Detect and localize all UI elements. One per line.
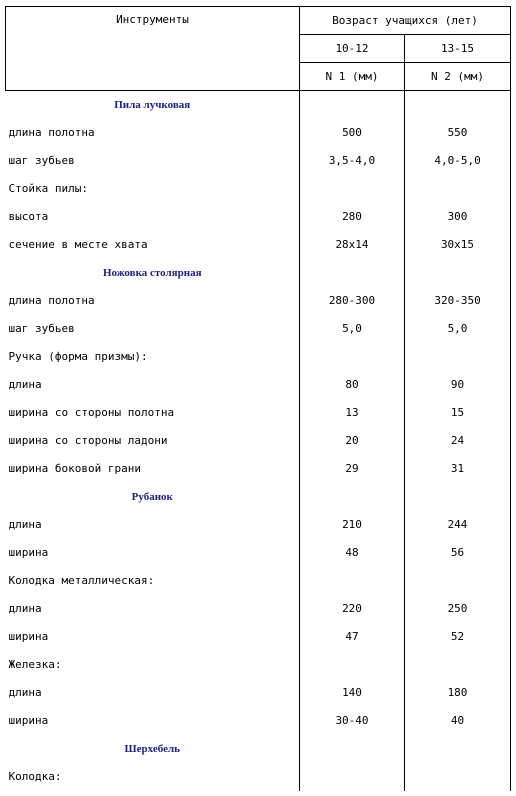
table-row	[6, 707, 511, 735]
value-age-13-15: 250	[405, 595, 511, 623]
row-label: Железка:	[6, 651, 300, 679]
row-label: длина	[6, 511, 300, 539]
section-row	[6, 483, 511, 511]
row-label: Ручка (форма призмы):	[6, 343, 300, 371]
row-label: Колодка металлическая:	[6, 567, 300, 595]
row-label: ширина	[6, 707, 300, 735]
table-row	[6, 763, 511, 791]
value-age-13-15	[405, 763, 511, 791]
value-age-10-12	[300, 259, 405, 287]
table-row	[6, 147, 511, 175]
value-age-10-12: 30-40	[300, 707, 405, 735]
row-label: длина	[6, 371, 300, 399]
header-row-1	[6, 7, 511, 35]
value-age-13-15	[405, 259, 511, 287]
value-age-10-12: 29	[300, 455, 405, 483]
table-row	[6, 511, 511, 539]
value-age-13-15: 30x15	[405, 231, 511, 259]
value-age-10-12: 3,5-4,0	[300, 147, 405, 175]
section-title: Рубанок	[6, 483, 300, 511]
value-age-10-12: 140	[300, 679, 405, 707]
value-age-10-12	[300, 763, 405, 791]
value-age-13-15: 24	[405, 427, 511, 455]
row-label: ширина	[6, 539, 300, 567]
table-row	[6, 427, 511, 455]
value-age-10-12	[300, 483, 405, 511]
value-age-13-15	[405, 651, 511, 679]
table-row	[6, 455, 511, 483]
row-label: ширина боковой грани	[6, 455, 300, 483]
value-age-13-15: 4,0-5,0	[405, 147, 511, 175]
row-label: сечение в месте хвата	[6, 231, 300, 259]
value-age-10-12: 280	[300, 203, 405, 231]
table-row	[6, 203, 511, 231]
value-age-10-12	[300, 91, 405, 119]
value-age-10-12: 280-300	[300, 287, 405, 315]
row-label: шаг зубьев	[6, 315, 300, 343]
section-title: Ножовка столярная	[6, 259, 300, 287]
header-unit-a: N 1 (мм)	[300, 63, 405, 91]
value-age-10-12: 220	[300, 595, 405, 623]
value-age-10-12: 5,0	[300, 315, 405, 343]
header-age-a: 10-12	[300, 35, 405, 63]
table-row	[6, 287, 511, 315]
row-label: длина	[6, 595, 300, 623]
row-label: Стойка пилы:	[6, 175, 300, 203]
value-age-10-12: 80	[300, 371, 405, 399]
row-label: Колодка:	[6, 763, 300, 791]
value-age-10-12: 13	[300, 399, 405, 427]
value-age-10-12: 20	[300, 427, 405, 455]
table-row	[6, 119, 511, 147]
value-age-13-15: 56	[405, 539, 511, 567]
value-age-10-12: 500	[300, 119, 405, 147]
table-row	[6, 315, 511, 343]
section-row	[6, 91, 511, 119]
header-instruments: Инструменты	[6, 7, 300, 91]
value-age-10-12: 28x14	[300, 231, 405, 259]
value-age-10-12	[300, 175, 405, 203]
value-age-13-15: 300	[405, 203, 511, 231]
table-row	[6, 595, 511, 623]
row-label: длина полотна	[6, 119, 300, 147]
table-row	[6, 623, 511, 651]
value-age-13-15: 40	[405, 707, 511, 735]
value-age-10-12	[300, 735, 405, 763]
value-age-13-15: 90	[405, 371, 511, 399]
value-age-13-15: 320-350	[405, 287, 511, 315]
row-label: шаг зубьев	[6, 147, 300, 175]
table-row	[6, 567, 511, 595]
section-title: Шерхебель	[6, 735, 300, 763]
value-age-10-12: 47	[300, 623, 405, 651]
value-age-13-15: 15	[405, 399, 511, 427]
header-age-b: 13-15	[405, 35, 511, 63]
table-row	[6, 343, 511, 371]
table-row	[6, 371, 511, 399]
table-body	[6, 91, 511, 791]
section-row	[6, 259, 511, 287]
row-label: ширина	[6, 623, 300, 651]
table-row	[6, 231, 511, 259]
table-row	[6, 175, 511, 203]
section-row	[6, 735, 511, 763]
value-age-13-15: 550	[405, 119, 511, 147]
header-age-title: Возраст учащихся (лет)	[300, 7, 511, 35]
value-age-13-15: 31	[405, 455, 511, 483]
table-row	[6, 651, 511, 679]
value-age-13-15	[405, 567, 511, 595]
value-age-10-12	[300, 343, 405, 371]
value-age-10-12	[300, 567, 405, 595]
row-label: ширина со стороны полотна	[6, 399, 300, 427]
table-row	[6, 679, 511, 707]
table-row	[6, 539, 511, 567]
value-age-13-15	[405, 735, 511, 763]
value-age-13-15: 5,0	[405, 315, 511, 343]
row-label: длина полотна	[6, 287, 300, 315]
value-age-13-15	[405, 483, 511, 511]
value-age-13-15	[405, 175, 511, 203]
row-label: длина	[6, 679, 300, 707]
row-label: высота	[6, 203, 300, 231]
header-unit-b: N 2 (мм)	[405, 63, 511, 91]
value-age-13-15	[405, 343, 511, 371]
value-age-13-15: 52	[405, 623, 511, 651]
row-label: ширина со стороны ладони	[6, 427, 300, 455]
section-title: Пила лучковая	[6, 91, 300, 119]
value-age-10-12	[300, 651, 405, 679]
table-row	[6, 399, 511, 427]
value-age-10-12: 210	[300, 511, 405, 539]
value-age-10-12: 48	[300, 539, 405, 567]
value-age-13-15: 244	[405, 511, 511, 539]
instruments-table	[5, 6, 511, 791]
value-age-13-15	[405, 91, 511, 119]
value-age-13-15: 180	[405, 679, 511, 707]
